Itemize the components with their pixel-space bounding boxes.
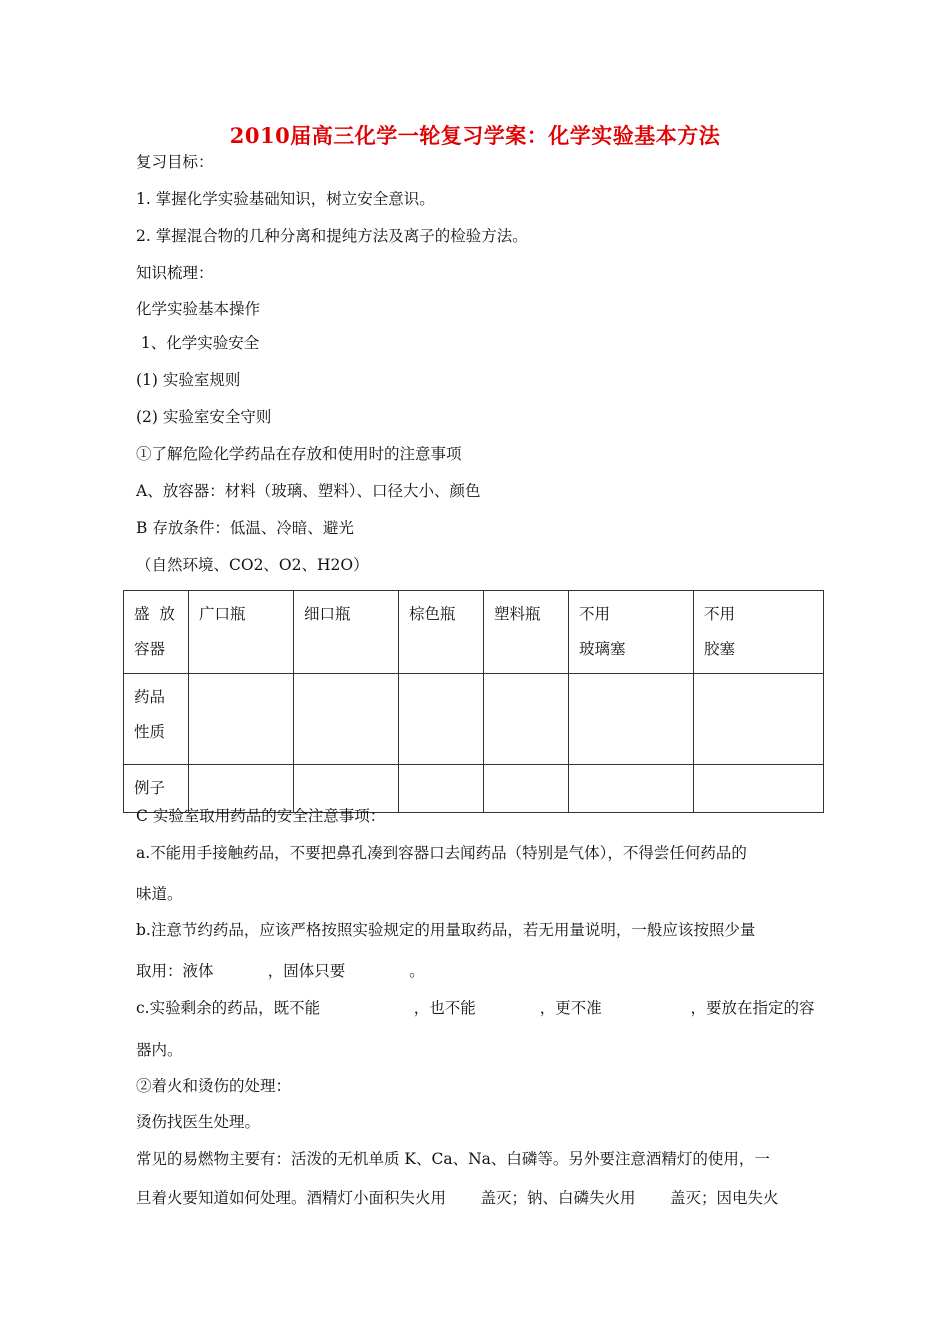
knowledge-heading: 知识梳理： bbox=[136, 264, 214, 282]
row-head: 药品 bbox=[134, 688, 166, 706]
row-head: 盛 放 bbox=[134, 605, 175, 623]
section-heading: 化学实验基本操作 bbox=[136, 300, 261, 318]
document-title: 2010届高三化学一轮复习学案：化学实验基本方法 bbox=[229, 123, 721, 148]
table-cell: 例子 bbox=[124, 765, 189, 813]
row-head: 性质 bbox=[134, 723, 166, 741]
table-cell: 棕色瓶 bbox=[399, 591, 484, 674]
point-c-b-line1: b.注意节约药品，应该严格按照实验规定的用量取药品，若无用量说明，一般应该按照少量 bbox=[136, 921, 756, 939]
table-row bbox=[124, 591, 824, 674]
table-cell bbox=[399, 765, 484, 813]
point-1: ①了解危险化学药品在存放和使用时的注意事项 bbox=[136, 445, 462, 463]
goals-heading: 复习目标： bbox=[136, 153, 214, 171]
table-cell bbox=[694, 674, 824, 765]
table-cell bbox=[694, 591, 824, 674]
point-c: C 实验室取用药品的安全注意事项： bbox=[136, 807, 386, 825]
point-a: A、放容器：材料（玻璃、塑料）、口径大小、颜色 bbox=[136, 482, 481, 500]
point-2: ②着火和烫伤的处理： bbox=[136, 1077, 292, 1095]
fire-line1: 常见的易燃物主要有：活泼的无机单质 K、Ca、Na、白磷等。另外要注意酒精灯的使用，一 bbox=[136, 1150, 770, 1168]
table-cell bbox=[569, 765, 694, 813]
table-cell bbox=[694, 765, 824, 813]
point-b: B 存放条件：低温、冷暗、避光 bbox=[136, 519, 354, 537]
item-1: (1) 实验室规则 bbox=[136, 371, 241, 389]
table-cell: 细口瓶 bbox=[294, 591, 399, 674]
point-c-a-line1: a.不能用手接触药品，不要把鼻孔凑到容器口去闻药品（特别是气体），不得尝任何药品的 bbox=[136, 844, 747, 862]
fire-line2: 旦着火要知道如何处理。酒精灯小面积失火用 盖灭；钠、白磷失火用 盖灭；因电失火 bbox=[136, 1189, 779, 1207]
burn-note: 烫伤找医生处理。 bbox=[136, 1113, 261, 1131]
col-head: 玻璃塞 bbox=[579, 640, 626, 658]
table-cell: 广口瓶 bbox=[189, 591, 294, 674]
row-head: 容器 bbox=[134, 640, 166, 658]
point-c-a-line2: 味道。 bbox=[136, 885, 183, 903]
point-c-c-line1: c.实验剩余的药品，既不能 ，也不能 ，更不准 ，要放在指定的容 bbox=[136, 999, 815, 1017]
table-cell: 塑料瓶 bbox=[484, 591, 569, 674]
table-row bbox=[124, 674, 824, 765]
col-head: 不用 bbox=[579, 605, 611, 623]
col-head: 不用 bbox=[704, 605, 736, 623]
table-cell bbox=[569, 674, 694, 765]
table-cell bbox=[484, 765, 569, 813]
table-cell bbox=[484, 674, 569, 765]
item-2: (2) 实验室安全守则 bbox=[136, 408, 272, 426]
goal-1: 1. 掌握化学实验基础知识，树立安全意识。 bbox=[136, 190, 435, 208]
table-cell bbox=[124, 591, 189, 674]
point-b-note: （自然环境、CO2、O2、H2O） bbox=[136, 556, 369, 574]
storage-table bbox=[123, 590, 824, 813]
point-c-b-line2: 取用：液体 ，固体只要 。 bbox=[136, 962, 425, 980]
table-cell bbox=[294, 674, 399, 765]
subsection-1: 1、化学实验安全 bbox=[136, 334, 260, 352]
point-c-c-line2: 器内。 bbox=[136, 1041, 183, 1059]
table-cell bbox=[189, 674, 294, 765]
table-cell bbox=[124, 674, 189, 765]
goal-2: 2. 掌握混合物的几种分离和提纯方法及离子的检验方法。 bbox=[136, 227, 528, 245]
col-head: 胶塞 bbox=[704, 640, 736, 658]
table-cell bbox=[399, 674, 484, 765]
table-cell bbox=[569, 591, 694, 674]
